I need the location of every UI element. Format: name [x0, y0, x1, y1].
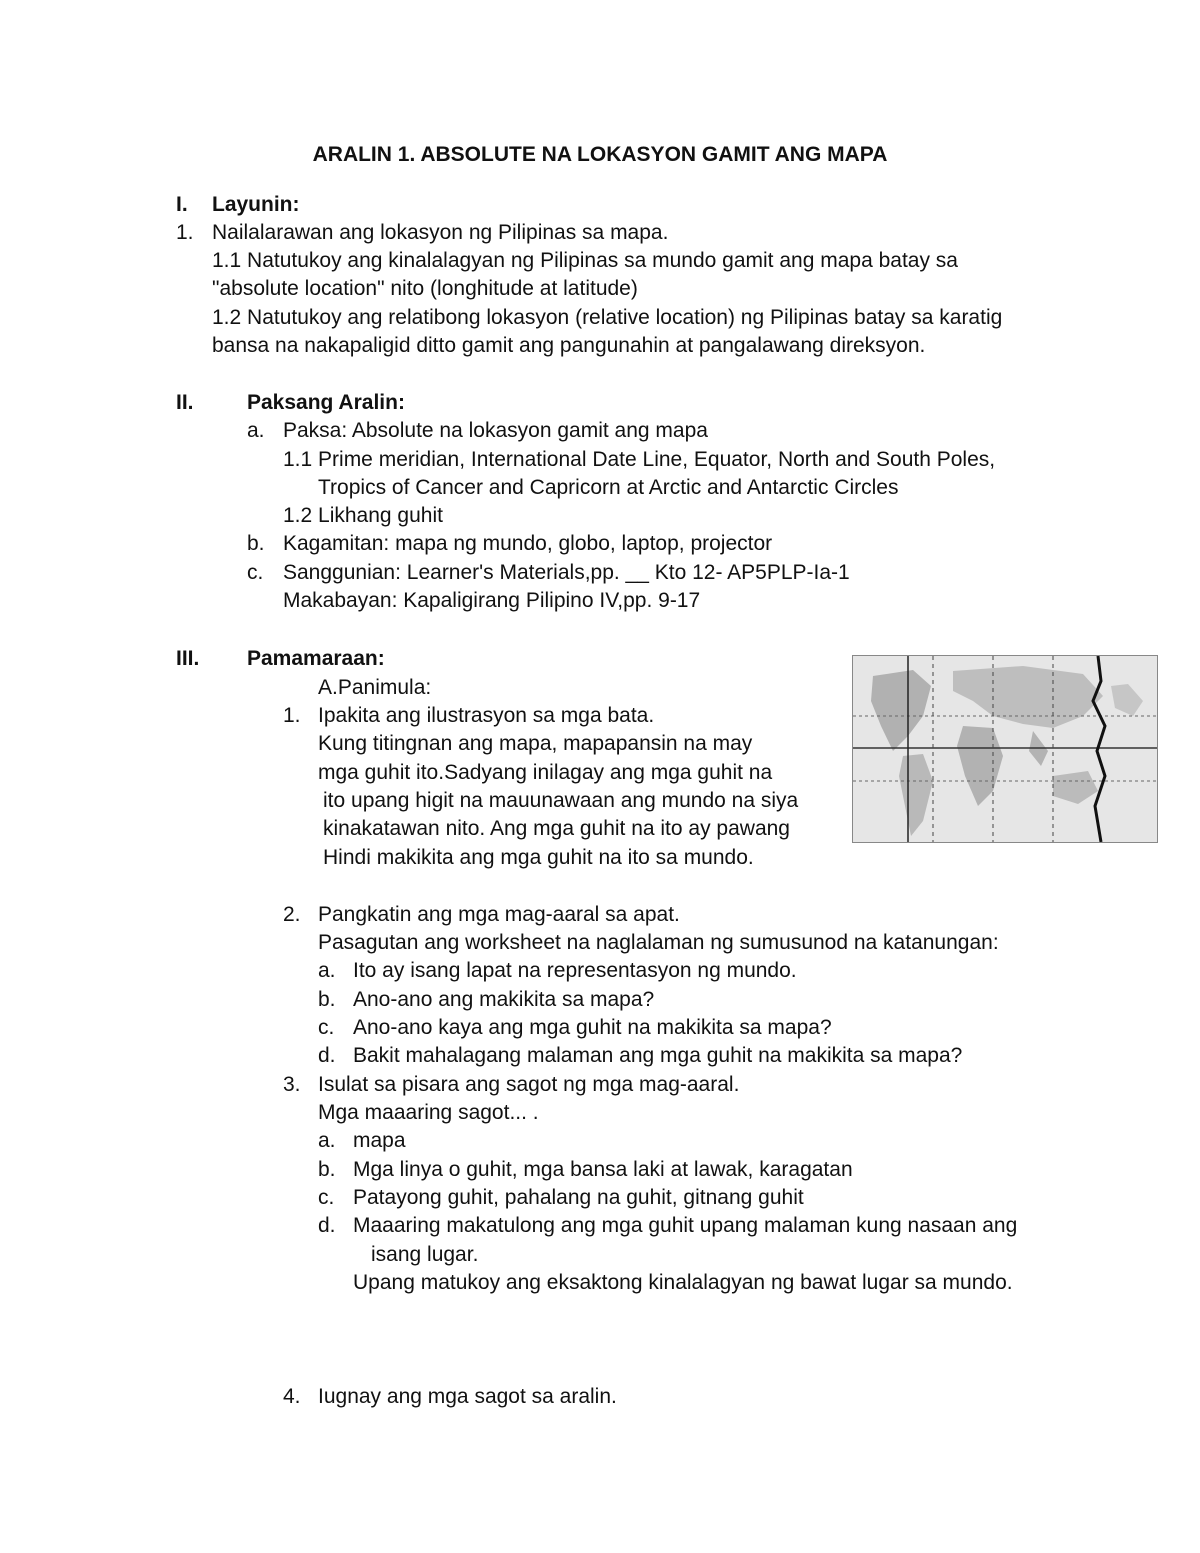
world-map-drawing: [853, 656, 1157, 842]
step-3-number: 3.: [283, 1073, 301, 1096]
item-b-text: Kagamitan: mapa ng mundo, globo, laptop, projector: [283, 532, 773, 555]
step-2-number: 2.: [283, 903, 301, 926]
item-a-1-1-line-1: 1.1 Prime meridian, International Date Line, Equator, North and South Poles,: [283, 448, 996, 471]
objective-1-1-line-2: "absolute location" nito (longhitude at latitude): [212, 277, 638, 300]
step-2-line-2: Pasagutan ang worksheet na naglalaman ng sumusunod na katanungan:: [318, 931, 999, 954]
step-1-line-1: Ipakita ang ilustrasyon sa mga bata.: [318, 704, 655, 727]
item-a-1-1-line-2: Tropics of Cancer and Capricorn at Arctic and Antarctic Circles: [318, 476, 899, 499]
question-d-letter: d.: [318, 1044, 336, 1067]
step-1-line-2: Kung titingnan ang mapa, mapapansin na may: [318, 732, 753, 755]
section-2-heading: Paksang Aralin:: [247, 391, 405, 414]
step-1-number: 1.: [283, 704, 301, 727]
question-c-text: Ano-ano kaya ang mga guhit na makikita sa mapa?: [353, 1016, 832, 1039]
question-b-letter: b.: [318, 988, 336, 1011]
answer-d-line-2: isang lugar.: [371, 1243, 479, 1266]
objective-1-2-line-2: bansa na nakapaligid ditto gamit ang pangunahin at pangalawang direksyon.: [212, 334, 926, 357]
step-3-line-2: Mga maaaring sagot... .: [318, 1101, 539, 1124]
document-title: ARALIN 1. ABSOLUTE NA LOKASYON GAMIT ANG MAPA: [312, 143, 888, 166]
section-2-numeral: II.: [176, 391, 194, 414]
question-c-letter: c.: [318, 1016, 335, 1039]
step-1-line-4: ito upang higit na mauunawaan ang mundo na siya: [323, 789, 799, 812]
step-4-text: Iugnay ang mga sagot sa aralin.: [318, 1385, 617, 1408]
answer-d-text: Maaaring makatulong ang mga guhit upang malaman kung nasaan ang: [353, 1214, 1018, 1237]
item-b-letter: b.: [247, 532, 265, 555]
answer-c-letter: c.: [318, 1186, 335, 1209]
answer-b-text: Mga linya o guhit, mga bansa laki at lawak, karagatan: [353, 1158, 853, 1181]
item-a-text: Paksa: Absolute na lokasyon gamit ang mapa: [283, 419, 708, 442]
objective-1-1-line-1: 1.1 Natutukoy ang kinalalagyan ng Pilipinas sa mundo gamit ang mapa batay sa: [212, 249, 958, 272]
objective-1-text: Nailalarawan ang lokasyon ng Pilipinas sa mapa.: [212, 221, 669, 244]
section-1-numeral: I.: [176, 193, 188, 216]
section-3-numeral: III.: [176, 647, 200, 670]
answer-b-letter: b.: [318, 1158, 336, 1181]
item-a-letter: a.: [247, 419, 265, 442]
world-map-illustration: [852, 655, 1158, 843]
question-d-text: Bakit mahalagang malaman ang mga guhit na makikita sa mapa?: [353, 1044, 963, 1067]
step-1-line-5: kinakatawan nito. Ang mga guhit na ito ay pawang: [323, 817, 790, 840]
answer-d-letter: d.: [318, 1214, 336, 1237]
item-c-text: Sanggunian: Learner's Materials,pp. __ Kto 12- AP5PLP-Ia-1: [283, 561, 850, 584]
step-3-line-1: Isulat sa pisara ang sagot ng mga mag-aaral.: [318, 1073, 740, 1096]
question-a-letter: a.: [318, 959, 336, 982]
item-a-1-2: 1.2 Likhang guhit: [283, 504, 443, 527]
item-c-line-2: Makabayan: Kapaligirang Pilipino IV,pp. 9-17: [283, 589, 701, 612]
step-1-line-6: Hindi makikita ang mga guhit na ito sa mundo.: [323, 846, 754, 869]
step-4-number: 4.: [283, 1385, 301, 1408]
item-c-letter: c.: [247, 561, 264, 584]
answer-a-text: mapa: [353, 1129, 406, 1152]
answer-c-text: Patayong guhit, pahalang na guhit, gitnang guhit: [353, 1186, 804, 1209]
section-3-heading: Pamamaraan:: [247, 647, 385, 670]
answer-a-letter: a.: [318, 1129, 336, 1152]
objective-1-2-line-1: 1.2 Natutukoy ang relatibong lokasyon (relative location) ng Pilipinas batay sa karatig: [212, 306, 1003, 329]
step-2-line-1: Pangkatin ang mga mag-aaral sa apat.: [318, 903, 680, 926]
section-1-heading: Layunin:: [212, 193, 300, 216]
step-1-line-3: mga guhit ito.Sadyang inilagay ang mga guhit na: [318, 761, 773, 784]
question-a-text: Ito ay isang lapat na representasyon ng mundo.: [353, 959, 797, 982]
panimula-heading: A.Panimula:: [318, 676, 432, 699]
objective-1-number: 1.: [176, 221, 194, 244]
answer-d-line-3: Upang matukoy ang eksaktong kinalalagyan ng bawat lugar sa mundo.: [353, 1271, 1013, 1294]
question-b-text: Ano-ano ang makikita sa mapa?: [353, 988, 655, 1011]
